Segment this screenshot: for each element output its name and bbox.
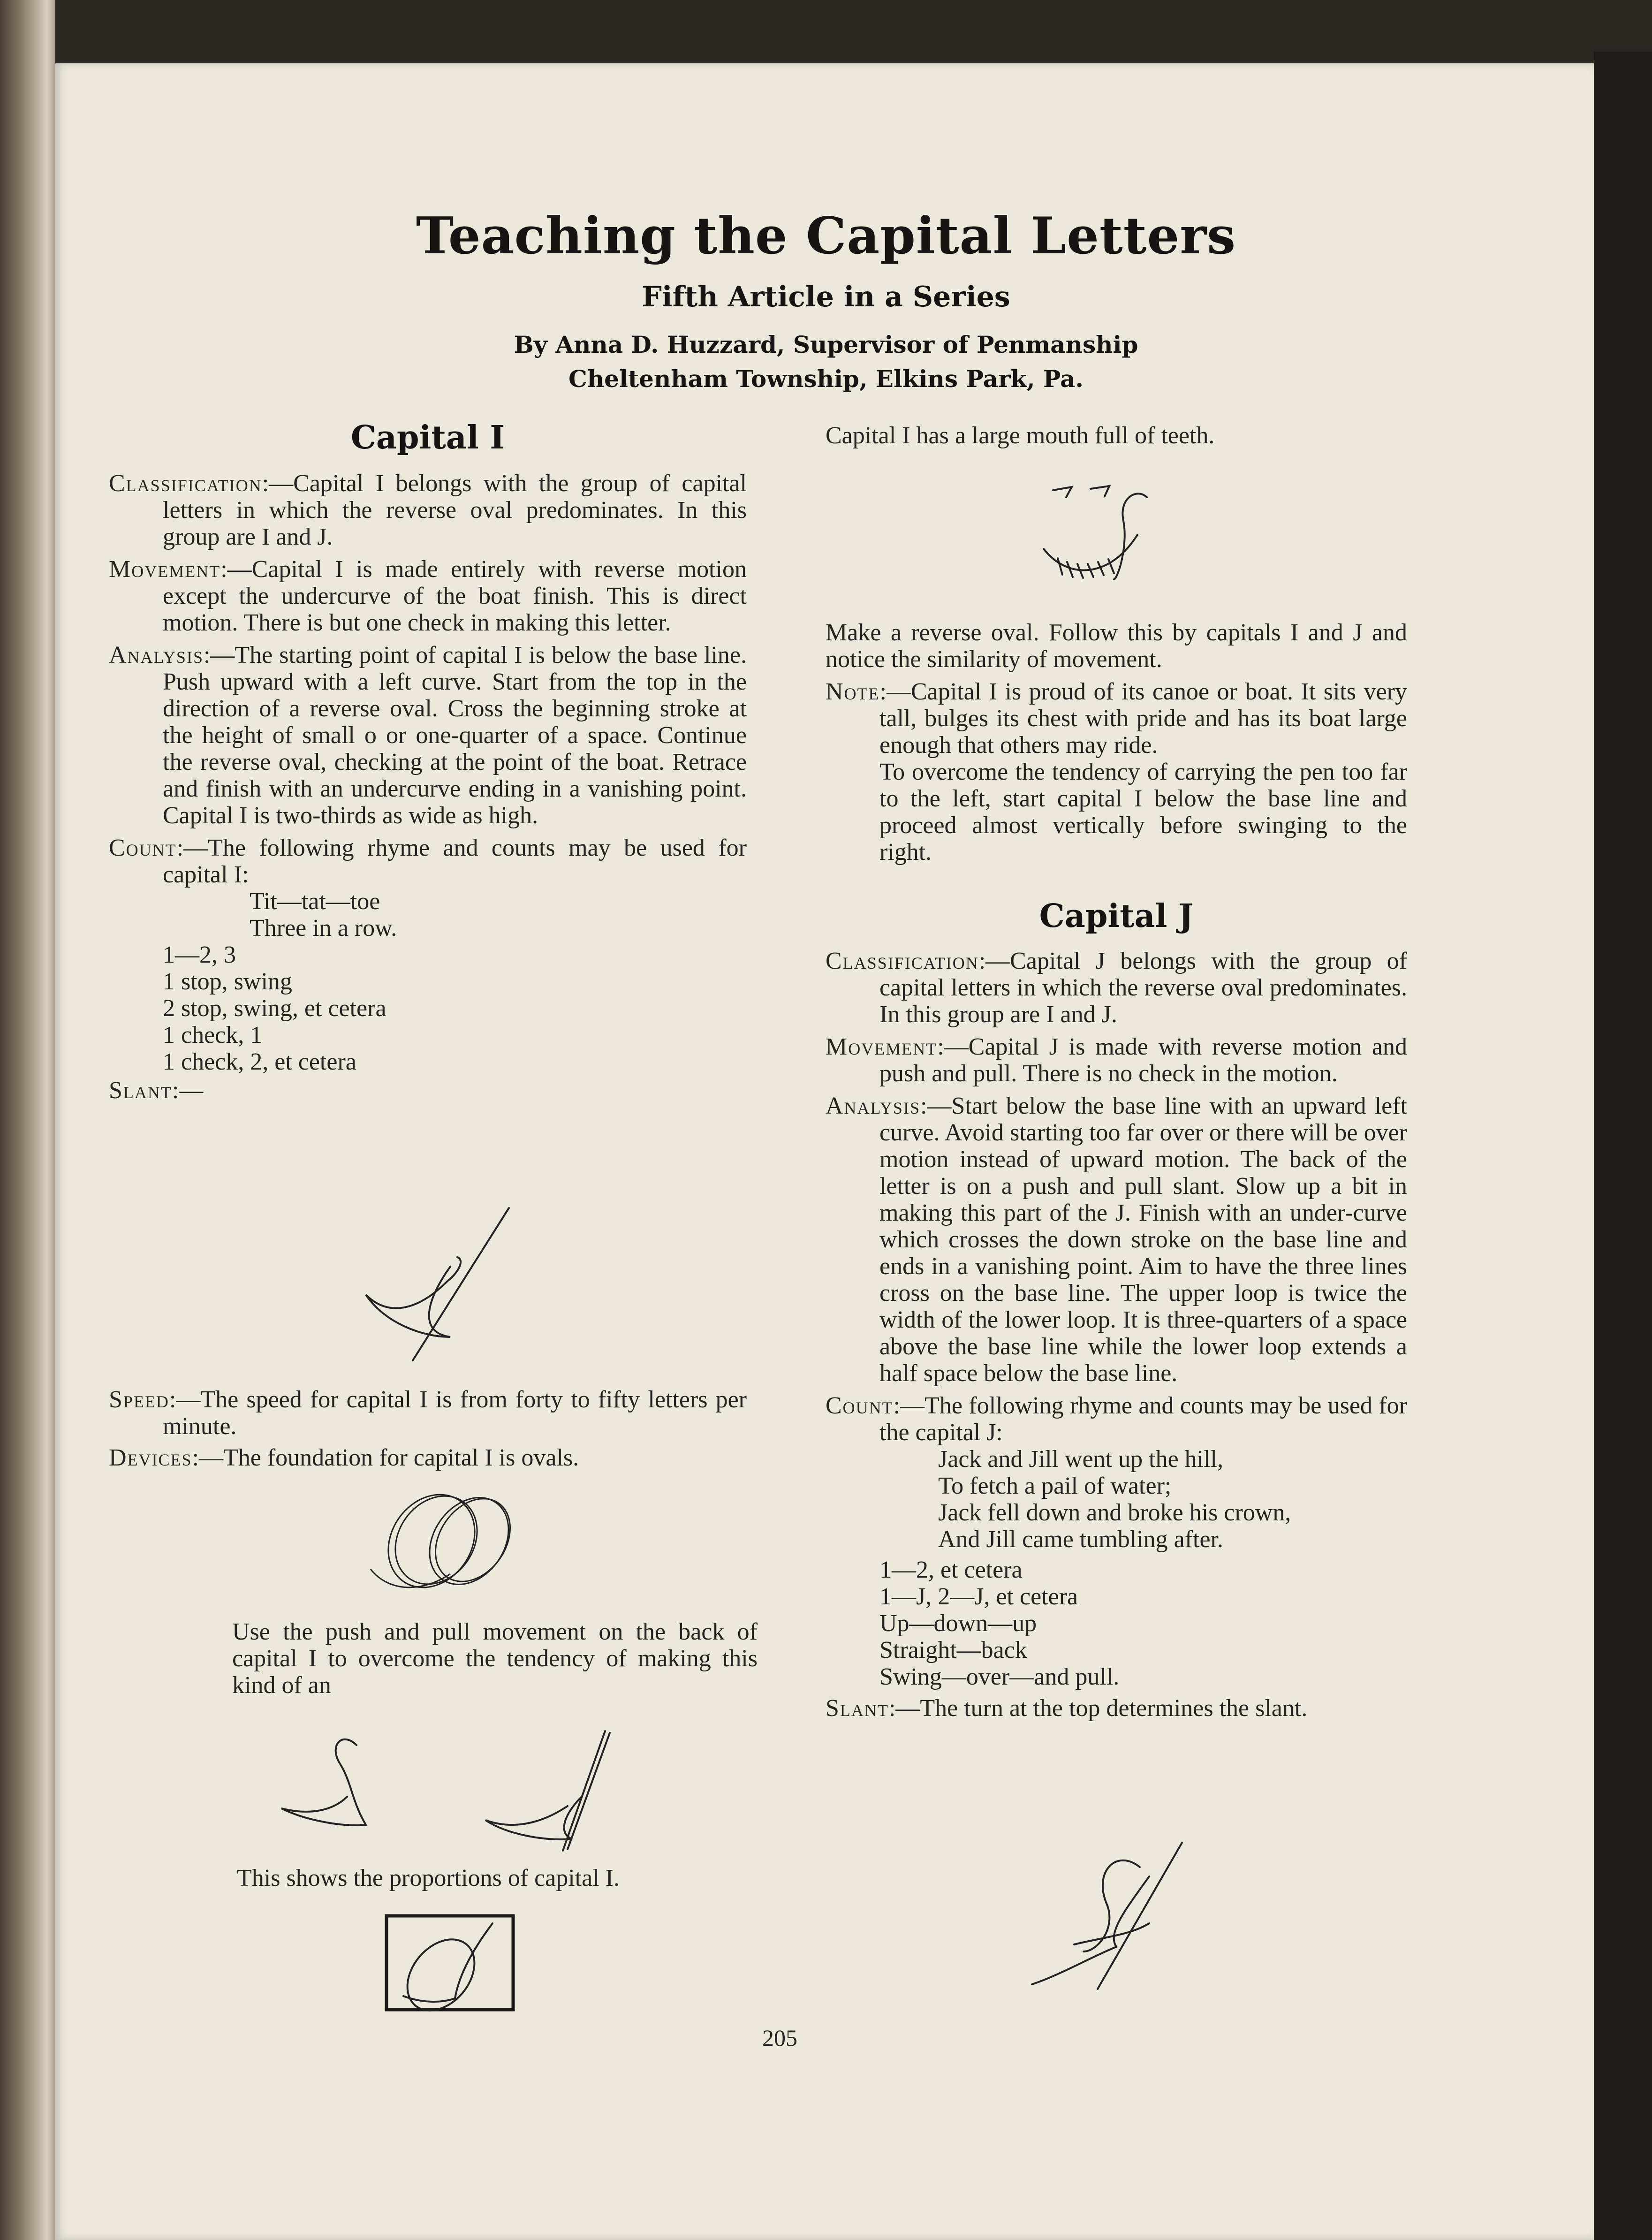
left-column — [109, 419, 747, 1104]
push-pull-paragraph — [232, 1618, 758, 1699]
count-label: Count — [109, 835, 177, 861]
count-line: Straight—back — [879, 1637, 1027, 1663]
proportions-caption — [237, 1865, 753, 1891]
byline-author: By Anna D. Huzzard, Supervisor of Penmanship — [514, 331, 1138, 358]
slant-label: Slant — [826, 1695, 889, 1722]
capital-j-slant — [826, 1695, 1407, 1722]
reverse-oval-text: Make a reverse oval. Follow this by capitals I and J and notice the similarity of movement. — [826, 619, 1407, 673]
count-line: 1—2, et cetera — [879, 1557, 1023, 1583]
count-text: :—The following rhyme and counts may be used for capital I: — [163, 835, 747, 888]
movement-text: :—Capital I is made entirely with reverse motion except the undercurve of the boat finish. This is direct motion. There is but one check in making this letter. — [163, 556, 747, 636]
count-text: :—The following rhyme and counts may be used for the capital J: — [879, 1392, 1407, 1446]
right-column-body — [826, 619, 1407, 1722]
count-line: Swing—over—and pull. — [879, 1663, 1120, 1690]
speed-label: Speed — [109, 1386, 169, 1413]
count-line: 1 stop, swing — [163, 968, 292, 995]
capital-i-analysis — [109, 642, 747, 829]
count-line: 1 check, 1 — [163, 1022, 263, 1048]
classification-text: :—Capital J belongs with the group of capital letters in which the reverse oval predominates. In this group are I and J. — [879, 948, 1407, 1028]
classification-label: Classification — [826, 948, 979, 974]
capital-j-count — [826, 1392, 1407, 1446]
analysis-text: :—The starting point of capital I is below the base line. Push upward with a left curve. Start from the top in the direction of a reverse oval. Cross the beginning stroke at the height of small o or one-quarter of a space. Continue the reverse oval, checking at the point of the boat. Retrace and finish with an undercurve ending in a vanishing point. Capital I is two-thirds as wide as high. — [163, 642, 747, 829]
capital-j-movement — [826, 1033, 1407, 1087]
right-column-top — [826, 422, 1407, 449]
analysis-label: Analysis — [109, 642, 204, 668]
capital-i-count — [109, 835, 747, 888]
analysis-text: :—Start below the base line with an upward left curve. Avoid starting too far over or there will be over motion instead of upward motion. The back of the letter is on a push and pull slant. Slow up a bit in making this part of the J. Finish with an under-curve which crosses the down stroke on the base line and ends in a vanishing point. Aim to have the three lines cross on the base line. The upper loop is twice the width of the lower loop. It is three-quarters of a space above the base line while the lower loop extends a half space below the base line. — [879, 1093, 1407, 1387]
speed-text: :—The speed for capital I is from forty to fifty letters per minute. — [163, 1386, 747, 1440]
movement-text: :—Capital J is made with reverse motion and push and pull. There is no check in the motion. — [879, 1033, 1407, 1087]
capital-i-speed — [109, 1386, 747, 1440]
slant-text: :—The turn at the top determines the slant. — [888, 1695, 1308, 1722]
rhyme-line: Three in a row. — [250, 915, 397, 942]
capital-i-heading: Capital I — [350, 419, 505, 456]
left-column-lower — [109, 1386, 747, 1471]
note-entry — [826, 678, 1407, 759]
proportions-text: This shows the proportions of capital I. — [237, 1865, 620, 1891]
page-number: 205 — [762, 2025, 797, 2051]
count-line: 2 stop, swing, et cetera — [163, 995, 386, 1022]
count-line: Up—down—up — [879, 1610, 1037, 1637]
classification-text: :—Capital I belongs with the group of capital letters in which the reverse oval predominates. In this group are I and J. — [163, 470, 747, 550]
teeth-text: Capital I has a large mouth full of teeth. — [826, 422, 1215, 449]
correct-capital-i-figure — [474, 1726, 624, 1858]
rhyme-line: Jack fell down and broke his crown, — [938, 1499, 1291, 1526]
note-text: :—Capital I is proud of its canoe or boat. It sits very tall, bulges its chest with pride and has its boat large enough that others may ride. — [879, 678, 1407, 759]
rhyme-line: And Jill came tumbling after. — [938, 1526, 1223, 1553]
capital-j-heading: Capital J — [1039, 897, 1194, 935]
classification-label: Classification — [109, 470, 262, 497]
capital-i-devices — [109, 1444, 747, 1471]
rhyme-line: Tit—tat—toe — [250, 888, 380, 915]
rhyme-line: To fetch a pail of water; — [938, 1473, 1172, 1499]
movement-label: Movement — [826, 1033, 938, 1060]
note-text-2: To overcome the tendency of carrying the pen too far to the left, start capital I below the base line and proceed almost vertically before swinging to the right. — [879, 759, 1407, 866]
push-pull-text: Use the push and pull movement on the back of capital I to overcome the tendency of making this kind of an — [232, 1618, 758, 1699]
capital-j-analysis — [826, 1093, 1407, 1387]
article-title: Teaching the Capital Letters — [416, 206, 1236, 266]
slant-text: :— — [172, 1077, 204, 1104]
capital-j-slant-figure — [1023, 1839, 1191, 1994]
devices-text: :—The foundation for capital I is ovals. — [192, 1444, 579, 1471]
count-line: 1—2, 3 — [163, 942, 236, 968]
count-line: 1 check, 2, et cetera — [163, 1048, 356, 1075]
capital-i-slant-figure — [356, 1201, 525, 1370]
article-subtitle: Fifth Article in a Series — [642, 281, 1010, 313]
count-label: Count — [826, 1392, 894, 1419]
count-line: 1—J, 2—J, et cetera — [879, 1583, 1078, 1610]
analysis-label: Analysis — [826, 1093, 920, 1119]
note-label: Note — [826, 678, 880, 705]
slant-label: Slant — [109, 1077, 172, 1104]
ovals-drill-figure — [361, 1485, 530, 1602]
proportions-box-figure — [385, 1914, 516, 2012]
capital-j-classification — [826, 948, 1407, 1028]
devices-label: Devices — [109, 1444, 192, 1471]
capital-i-slant — [109, 1077, 747, 1104]
capital-i-teeth-figure — [1039, 478, 1161, 586]
rhyme-line: Jack and Jill went up the hill, — [938, 1446, 1224, 1473]
capital-i-classification — [109, 470, 747, 550]
movement-label: Movement — [109, 556, 221, 583]
incorrect-capital-i-figure — [277, 1726, 399, 1839]
capital-i-movement — [109, 556, 747, 636]
byline-location: Cheltenham Township, Elkins Park, Pa. — [568, 365, 1084, 393]
